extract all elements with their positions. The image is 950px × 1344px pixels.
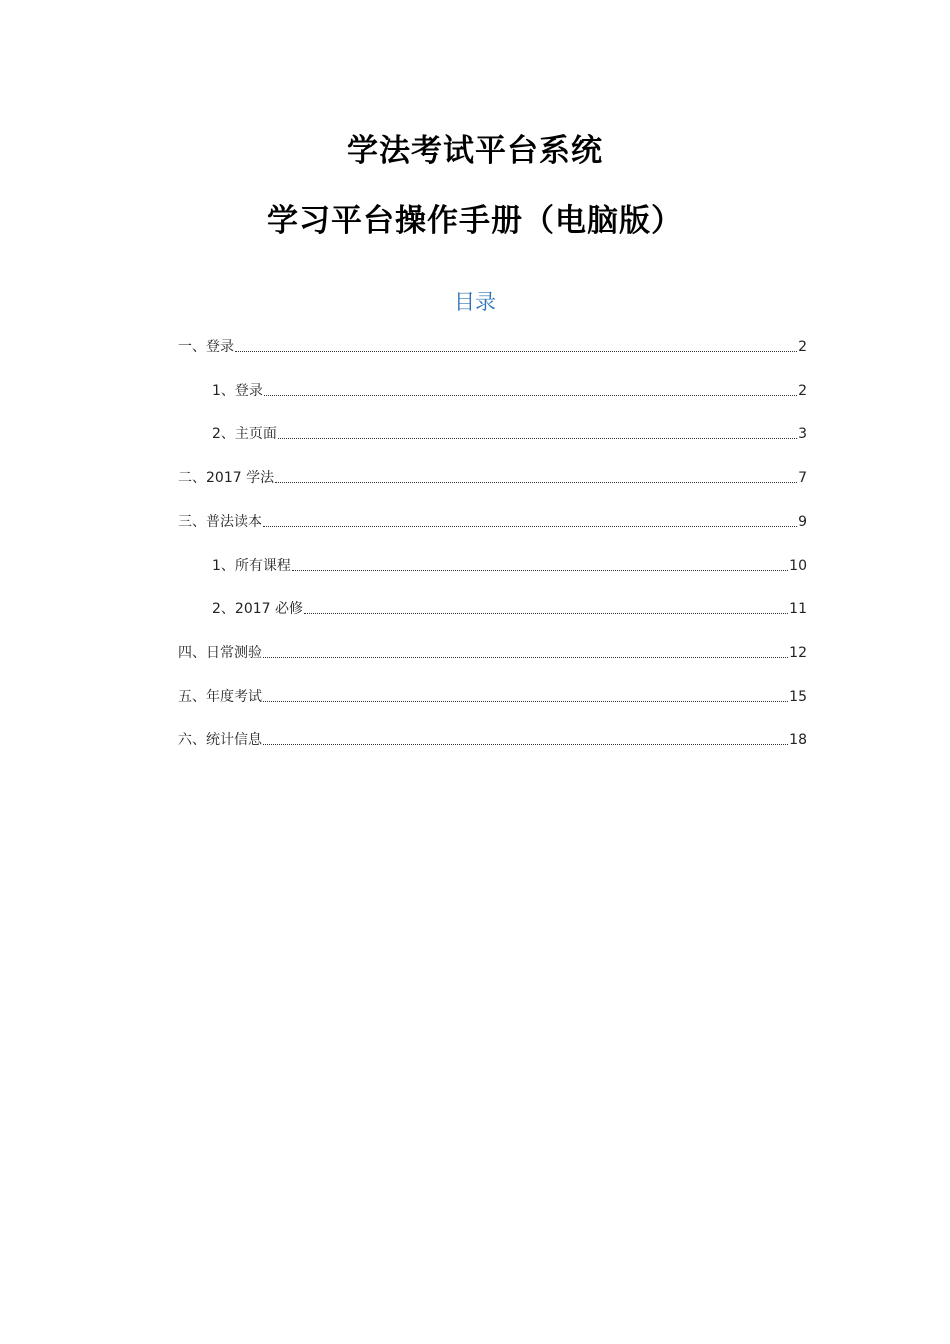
toc-entry-label: 六、统计信息 [178, 732, 262, 749]
toc-entry-page: 15 [789, 688, 807, 705]
toc-entry[interactable] [178, 464, 807, 488]
toc-entry-page: 7 [798, 470, 807, 487]
toc-entry[interactable] [178, 333, 807, 357]
toc-entry[interactable] [178, 508, 807, 532]
toc-entry-label: 一、登录 [178, 339, 234, 355]
toc-dot-leader [263, 657, 788, 658]
toc-entry[interactable] [178, 726, 807, 750]
toc-entry-label: 1、所有课程 [212, 557, 291, 574]
toc-entry-label: 三、普法读本 [178, 513, 262, 530]
toc-entry-page: 9 [798, 513, 807, 530]
toc-entry-label: 五、年度考试 [178, 688, 262, 705]
toc-entry-page: 3 [798, 426, 807, 443]
toc-dot-leader [275, 482, 797, 483]
toc-entry-label: 2、主页面 [212, 426, 277, 443]
toc-dot-leader [292, 570, 788, 571]
toc-entry[interactable] [212, 552, 807, 576]
toc-entry-page: 10 [789, 557, 807, 574]
toc-entry[interactable] [212, 377, 807, 401]
document-title: 学法考试平台系统 [347, 133, 603, 169]
document-subtitle: 学习平台操作手册（电脑版） [267, 203, 683, 239]
toc-entry-page: 12 [789, 644, 807, 661]
toc-entry-page: 18 [789, 732, 807, 749]
toc-entry[interactable] [212, 595, 807, 619]
toc-dot-leader [304, 613, 788, 614]
toc-dot-leader [235, 351, 797, 352]
toc-entry-label: 2、2017 必修 [212, 601, 303, 618]
toc-entry-label: 四、日常测验 [178, 644, 262, 661]
toc-dot-leader [264, 395, 797, 396]
toc-entry-page: 2 [798, 339, 807, 355]
toc-entry-page: 2 [798, 382, 807, 399]
toc-entry-label: 二、2017 学法 [178, 470, 275, 487]
toc-heading: 目录 [454, 290, 496, 314]
toc-dot-leader [263, 701, 788, 702]
toc-entry-label: 1、登录 [212, 382, 263, 399]
toc-dot-leader [278, 438, 797, 439]
toc-dot-leader [263, 526, 797, 527]
toc-entry-page: 11 [789, 601, 807, 618]
toc-entry[interactable] [178, 683, 807, 707]
toc-entry[interactable] [178, 639, 807, 663]
toc-entry[interactable] [212, 420, 807, 444]
toc-dot-leader [263, 744, 788, 745]
